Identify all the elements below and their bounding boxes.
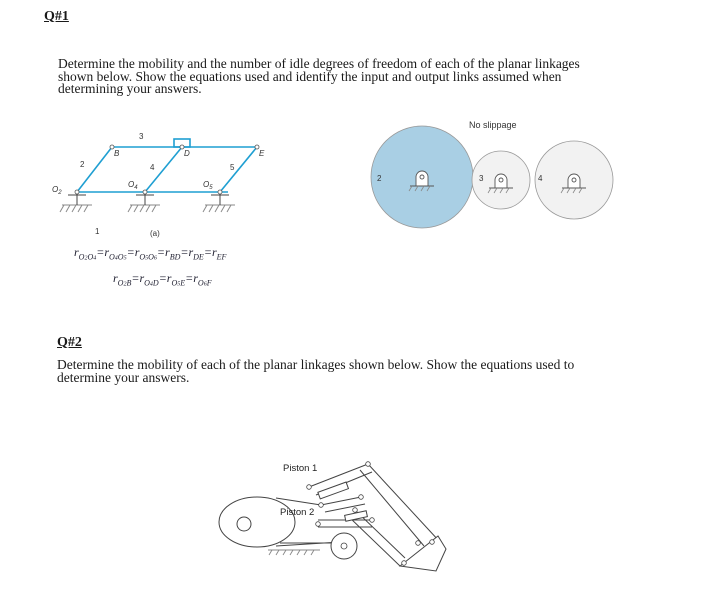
ground-label-o4: $O_4$ bbox=[128, 180, 138, 191]
link-label-5: 5 bbox=[230, 163, 235, 172]
pistons bbox=[318, 482, 368, 521]
gear-label-4: 4 bbox=[538, 174, 543, 183]
bucket bbox=[400, 536, 446, 571]
piston-2-label: Piston 2 bbox=[280, 507, 315, 518]
pin-joints bbox=[307, 462, 435, 566]
ground-label-o5: $O_5$ bbox=[203, 180, 213, 191]
q1-line-3: determining your answers. bbox=[58, 81, 202, 96]
link-label-2: 2 bbox=[80, 160, 85, 169]
link-label-1: 1 bbox=[95, 227, 100, 236]
q2-heading: Q#2 bbox=[57, 335, 82, 350]
piston-1-label: Piston 1 bbox=[283, 463, 318, 474]
equation-line-1: $r_{O2O4}=r_{O4O5}=r_{O5O6}=r_{BD}=r_{DE}=r_{EF}$ bbox=[74, 245, 227, 262]
q1-heading: Q#1 bbox=[44, 9, 69, 24]
gear-label-3: 3 bbox=[479, 174, 484, 183]
figure-caption-a: (a) bbox=[150, 229, 160, 238]
q1-line-2: shown below. Show the equations used and identify the input and output links assumed when bbox=[58, 68, 562, 84]
link-label-4: 4 bbox=[150, 163, 155, 172]
link-label-3: 3 bbox=[139, 132, 144, 141]
equation-line-2: $r_{O2B}=r_{O4D}=r_{O5E}=r_{O6F}$ bbox=[113, 271, 212, 288]
joint-label-d: D bbox=[184, 149, 190, 158]
q2-line-2: determine your answers. bbox=[57, 369, 190, 385]
joint-label-e: E bbox=[259, 149, 265, 158]
front-wheel-hub bbox=[341, 543, 347, 549]
ground-line bbox=[268, 550, 320, 555]
piston-labels bbox=[280, 463, 317, 518]
ground-label-o2: $O_2$ bbox=[52, 185, 62, 196]
no-slippage-label: No slippage bbox=[469, 120, 517, 130]
q1-line-1: Determine the mobility and the number of idle degrees of freedom of each of the planar linkages bbox=[58, 56, 580, 71]
gear-label-2: 2 bbox=[377, 174, 382, 183]
q2-line-1: Determine the mobility of each of the planar linkages shown below. Show the equations used to bbox=[57, 357, 575, 372]
joint-label-b: B bbox=[114, 149, 120, 158]
